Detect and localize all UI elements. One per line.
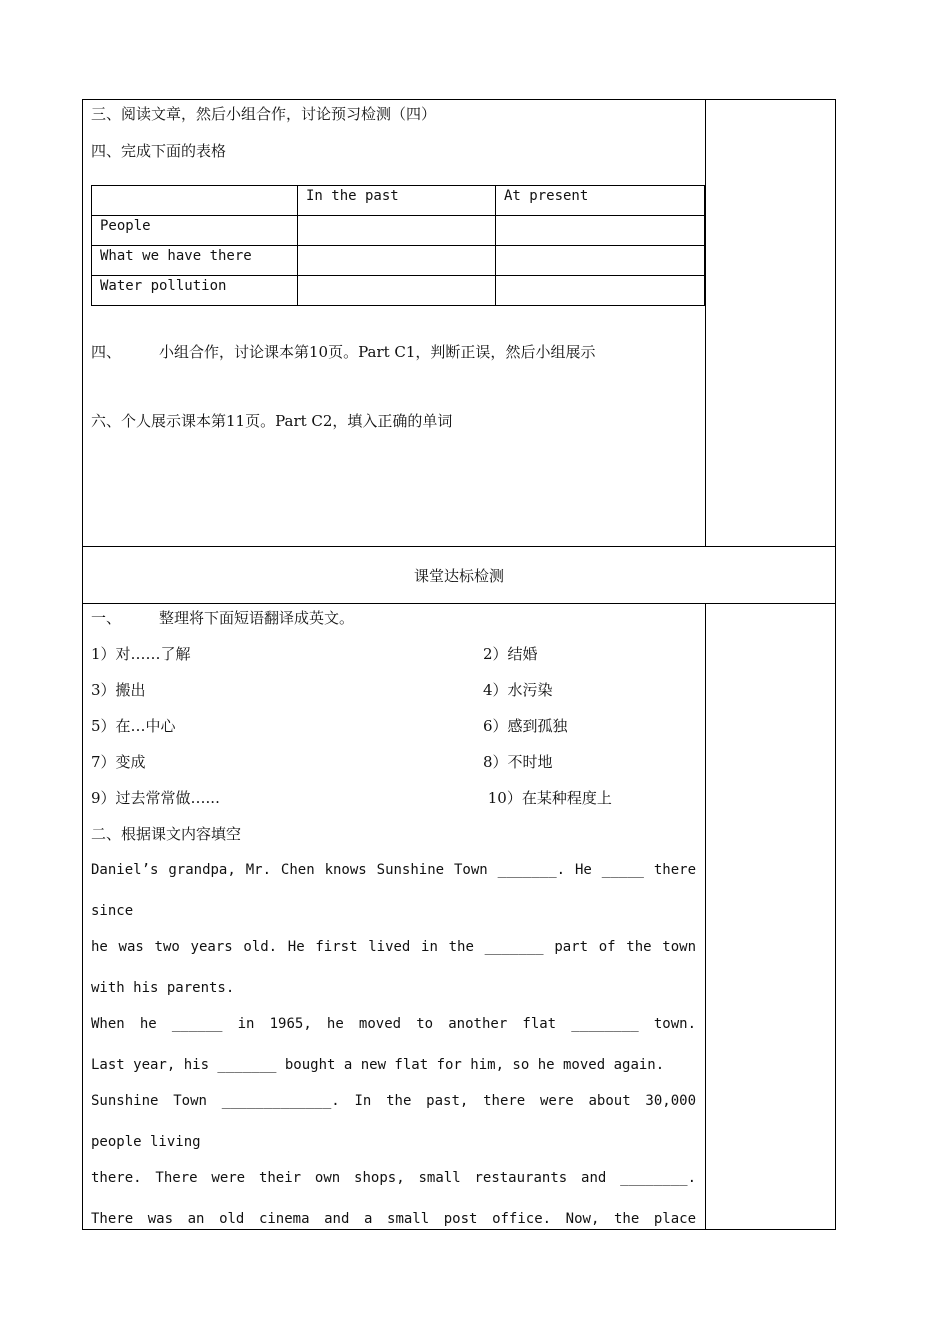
table-row: [92, 246, 705, 276]
table-header-cell: In the past: [298, 186, 496, 216]
phrase-item: 10）在某种程度上: [483, 789, 612, 807]
table-cell: [496, 276, 705, 306]
reading-instruction: 三、阅读文章，然后小组合作，讨论预习检测（四）: [91, 105, 437, 123]
passage-line: he was two years old. He first lived in the _______ part of the town: [91, 939, 696, 955]
table-row: [92, 276, 705, 306]
passage-line: When he ______ in 1965, he moved to another flat ________ town.: [91, 1016, 696, 1032]
table-cell: [496, 216, 705, 246]
table-header-cell: [92, 186, 298, 216]
group-discussion-number: 四、: [91, 343, 122, 361]
phrase-item: 3）搬出: [91, 681, 146, 699]
section-title: [82, 547, 836, 604]
phrase-item: 9）过去常常做…...: [91, 789, 220, 807]
table-cell: [496, 246, 705, 276]
group-discussion-text: 小组合作，讨论课本第10页。Part C1，判断正误，然后小组展示: [159, 343, 596, 361]
passage-line: Last year, his _______ bought a new flat for him, so he moved again.: [91, 1057, 665, 1073]
table-header-cell: At present: [496, 186, 705, 216]
passage-line: there. There were their own shops, small restaurants and ________.: [91, 1170, 696, 1186]
phrase-item: 2）结婚: [483, 645, 538, 663]
test-section-box: [82, 603, 836, 1230]
table-row: [92, 216, 705, 246]
study-section-box: [82, 99, 836, 547]
translate-heading-text: 整理将下面短语翻译成英文。: [159, 609, 355, 627]
phrase-item: 1）对……了解: [91, 645, 191, 663]
table-cell: [298, 216, 496, 246]
comparison-table: [91, 185, 705, 306]
phrase-item: 7）变成: [91, 753, 146, 771]
phrase-item: 6）感到孤独: [483, 717, 568, 735]
table-header-row: [92, 186, 705, 216]
notes-column: [705, 100, 706, 546]
table-instruction: 四、完成下面的表格: [91, 142, 227, 160]
table-cell: People: [92, 216, 298, 246]
individual-show-item: 六、个人展示课本第11页。Part C2，填入正确的单词: [91, 412, 453, 430]
fill-blank-heading: 二、根据课文内容填空: [91, 825, 242, 843]
section-title-text: 课堂达标检测: [413, 566, 504, 585]
notes-column: [705, 604, 706, 1229]
table-cell: [298, 276, 496, 306]
passage-line: since: [91, 903, 134, 919]
passage-line: There was an old cinema and a small post office. Now, the place: [91, 1211, 696, 1227]
translate-heading-number: 一、: [91, 609, 122, 627]
passage-line: Daniel’s grandpa, Mr. Chen knows Sunshine Town _______. He _____ there: [91, 862, 696, 878]
table-cell: Water pollution: [92, 276, 298, 306]
passage-line: people living: [91, 1134, 201, 1150]
table-cell: What we have there: [92, 246, 298, 276]
passage-line: with his parents.: [91, 980, 235, 996]
phrase-item: 8）不时地: [483, 753, 553, 771]
phrase-item: 5）在…中心: [91, 717, 176, 735]
table-cell: [298, 246, 496, 276]
phrase-item: 4）水污染: [483, 681, 553, 699]
passage-line: Sunshine Town _____________. In the past, there were about 30,000: [91, 1093, 696, 1109]
